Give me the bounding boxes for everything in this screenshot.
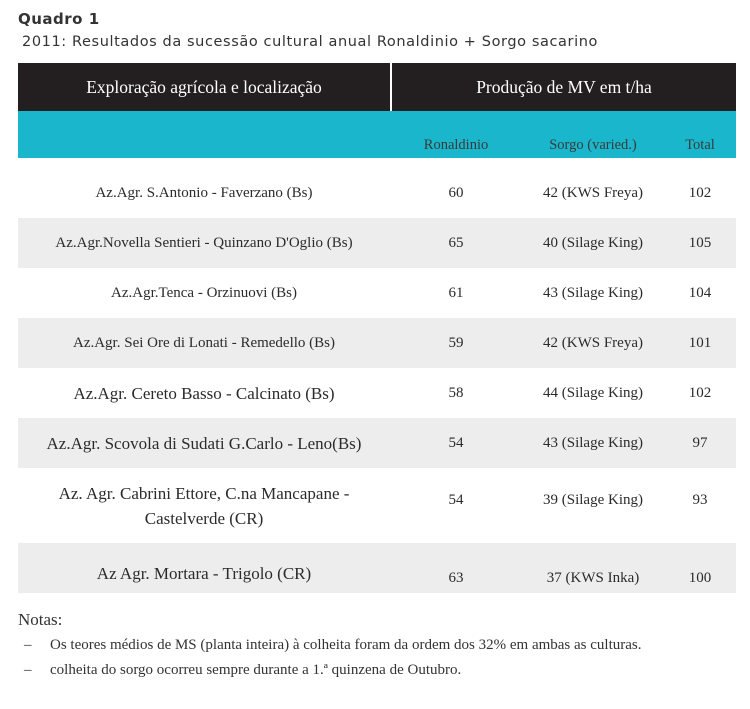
row-sorgo: 43 (Silage King) [543,435,643,451]
subheader-total: Total [685,137,715,153]
caption-title: Quadro 1 [18,10,100,28]
table-header [18,63,736,111]
note-dash: – [24,662,32,678]
row-sorgo: 44 (Silage King) [543,385,643,401]
row-total: 100 [688,570,712,586]
caption-subtitle: 2011: Resultados da sucessão cultural anual Ronaldinio + Sorgo sacarino [22,34,598,50]
row-location: Az.Agr. Sei Ore di Lonati - Remedello (Bs) [72,334,336,351]
table-row [18,218,736,268]
row-ronaldinio: 59 [448,335,464,351]
notes-title: Notas: [18,610,63,629]
row-location-line2: Castelverde (CR) [144,508,264,528]
note-text: colheita do sorgo ocorreu sempre durante a 1.ª quinzena de Outubro. [50,662,462,678]
table-row [18,418,736,468]
row-ronaldinio: 58 [448,385,464,401]
note-item [24,637,642,654]
results-table [18,63,736,593]
note-text: Os teores médios de MS (planta inteira) à colheita foram da ordem dos 32% em ambas as culturas. [50,637,642,653]
row-sorgo: 39 (Silage King) [543,492,643,508]
row-location [18,468,390,543]
row-sorgo: 42 (KWS Freya) [543,185,643,201]
table-row [18,543,736,593]
table-row [18,318,736,368]
table-row [18,368,736,418]
row-total: 105 [688,235,712,251]
note-dash: – [24,637,32,653]
row-location: Az.Agr. Cereto Basso - Calcinato (Bs) [73,383,335,403]
row-ronaldinio: 65 [448,235,464,251]
row-ronaldinio: 54 [448,492,464,508]
row-total: 97 [692,435,708,451]
row-ronaldinio: 60 [448,185,464,201]
row-total: 102 [688,385,712,401]
row-sorgo: 43 (Silage King) [543,285,643,301]
table-subheader [18,111,736,158]
row-location: Az.Agr.Novella Sentieri - Quinzano D'Oglio (Bs) [55,234,353,251]
row-sorgo: 42 (KWS Freya) [543,335,643,351]
row-location: Az Agr. Mortara - Trigolo (CR) [96,563,312,583]
row-sorgo: 40 (Silage King) [543,235,643,251]
subheader-sorgo: Sorgo (varied.) [549,137,637,153]
table-row [18,268,736,318]
row-location: Az.Agr. S.Antonio - Faverzano (Bs) [95,184,313,201]
table-row [18,468,736,543]
note-item [24,662,461,679]
row-total: 104 [688,285,712,301]
row-total: 102 [688,185,712,201]
row-sorgo: 37 (KWS Inka) [546,570,640,586]
row-ronaldinio: 61 [448,285,464,301]
subheader-ronaldinio: Ronaldinio [423,137,489,153]
table-row [18,168,736,218]
row-location: Az.Agr.Tenca - Orzinuovi (Bs) [111,284,297,301]
header-location: Exploração agrícola e localização [86,76,322,97]
row-location-line1: Az. Agr. Cabrini Ettore, C.na Mancapane - [58,483,350,503]
row-ronaldinio: 63 [448,570,464,586]
row-location: Az.Agr. Scovola di Sudati G.Carlo - Leno(Bs) [46,433,362,453]
header-production: Produção de MV em t/ha [476,76,652,97]
row-ronaldinio: 54 [448,435,464,451]
row-total: 101 [688,335,712,351]
row-total: 93 [692,492,708,508]
